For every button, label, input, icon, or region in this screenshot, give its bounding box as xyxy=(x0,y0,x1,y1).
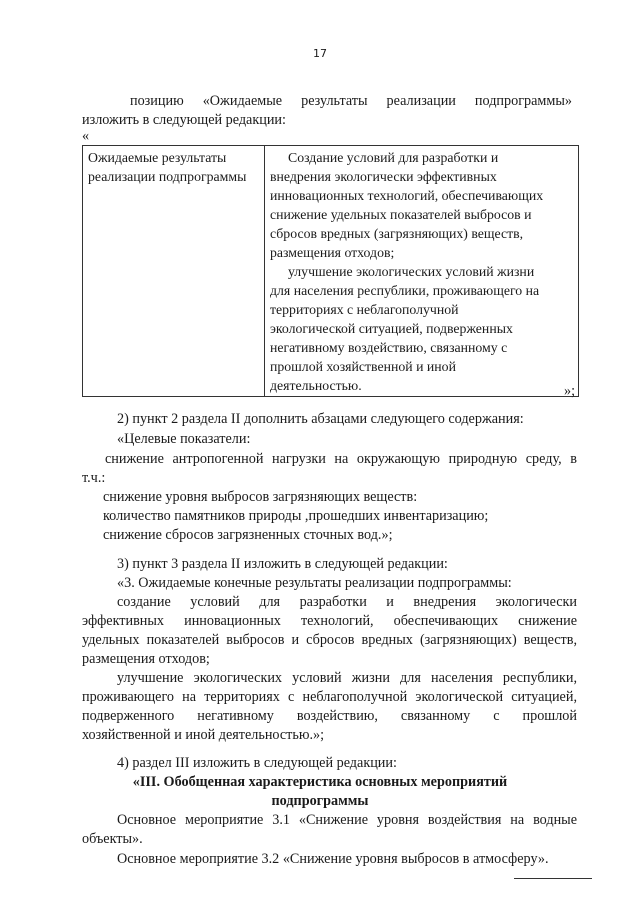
item3-line: улучшение экологических условий жизни для населения республики, xyxy=(117,670,577,686)
item2-line: снижение антропогенной нагрузки на окружающую природную среду, в xyxy=(105,451,577,467)
item3-line: «3. Ожидаемые конечные результаты реализации подпрограммы: xyxy=(117,575,512,591)
table-value-line: снижение удельных показателей выбросов и xyxy=(270,207,532,222)
event-3-1-line-1: Основное мероприятие 3.1 «Снижение уровня воздействия на водные xyxy=(117,812,577,828)
intro-line-1: позицию «Ожидаемые результаты реализации подпрограммы» xyxy=(130,93,572,109)
table-value-line: улучшение экологических условий жизни xyxy=(288,264,535,279)
item3-line: размещения отходов; xyxy=(82,651,210,667)
table-value-line: для населения республики, проживающего на xyxy=(270,283,540,298)
item3-line: эффективных инновационных технологий, обеспечивающих снижение xyxy=(82,613,577,629)
signature-line xyxy=(514,878,592,879)
table-value-line: Создание условий для разработки и xyxy=(288,150,499,165)
position-table xyxy=(82,145,579,397)
table-value-line: деятельностью. xyxy=(270,378,362,393)
item3-line: создание условий для разработки и внедрения экологически xyxy=(117,594,577,610)
item2-line: «Целевые показатели: xyxy=(117,431,251,447)
table-value-line: территориях с неблагополучной xyxy=(270,302,459,317)
section-title-line-1: «III. Обобщенная характеристика основных мероприятий xyxy=(132,774,508,790)
table-value-line: внедрения экологически эффективных xyxy=(270,169,497,184)
table-label-line: реализации подпрограммы xyxy=(88,169,247,184)
intro-open-quote: « xyxy=(82,128,90,144)
table-value-line: размещения отходов; xyxy=(270,245,395,260)
item4-heading: 4) раздел III изложить в следующей редакции: xyxy=(117,755,397,771)
table-close-quote: »; xyxy=(564,383,576,399)
table-cell-label xyxy=(83,146,265,397)
item2-line: количество памятников природы ,прошедших инвентаризацию; xyxy=(103,508,489,524)
item3-line: удельных показателей выбросов и сбросов вредных (загрязняющих) веществ, xyxy=(82,632,577,648)
item2-line: т.ч.: xyxy=(82,470,106,486)
item3-line: хозяйственной и иной деятельностью.»; xyxy=(82,727,325,743)
item2-line: снижение уровня выбросов загрязняющих веществ: xyxy=(103,489,418,505)
item3-line: проживающего на территориях с неблагополучной экологической ситуацией, xyxy=(82,689,577,705)
event-3-1-line-2: объекты». xyxy=(82,831,143,847)
item3-line: подверженного негативному воздействию, связанному с прошлой xyxy=(82,708,577,724)
table-label-line: Ожидаемые результаты xyxy=(88,150,227,165)
page-number: 17 xyxy=(313,47,327,60)
table-value-line: инновационных технологий, обеспечивающих xyxy=(270,188,544,203)
table-value-line: сбросов вредных (загрязняющих) веществ, xyxy=(270,226,524,241)
intro-line-2: изложить в следующей редакции: xyxy=(82,112,286,128)
table-row xyxy=(83,146,579,397)
table-value-line: прошлой хозяйственной и иной xyxy=(270,359,456,374)
table-value-line: экологической ситуацией, подверженных xyxy=(270,321,513,336)
event-3-2: Основное мероприятие 3.2 «Снижение уровня выбросов в атмосферу». xyxy=(117,851,549,867)
table-value-line: негативному воздействию, связанному с xyxy=(270,340,508,355)
table-cell-value xyxy=(265,146,579,397)
item2-line: снижение сбросов загрязненных сточных вод.»; xyxy=(103,527,393,543)
item3-heading: 3) пункт 3 раздела II изложить в следующей редакции: xyxy=(117,556,448,572)
item2-heading: 2) пункт 2 раздела II дополнить абзацами следующего содержания: xyxy=(117,411,524,427)
section-title-line-2: подпрограммы xyxy=(271,793,369,809)
